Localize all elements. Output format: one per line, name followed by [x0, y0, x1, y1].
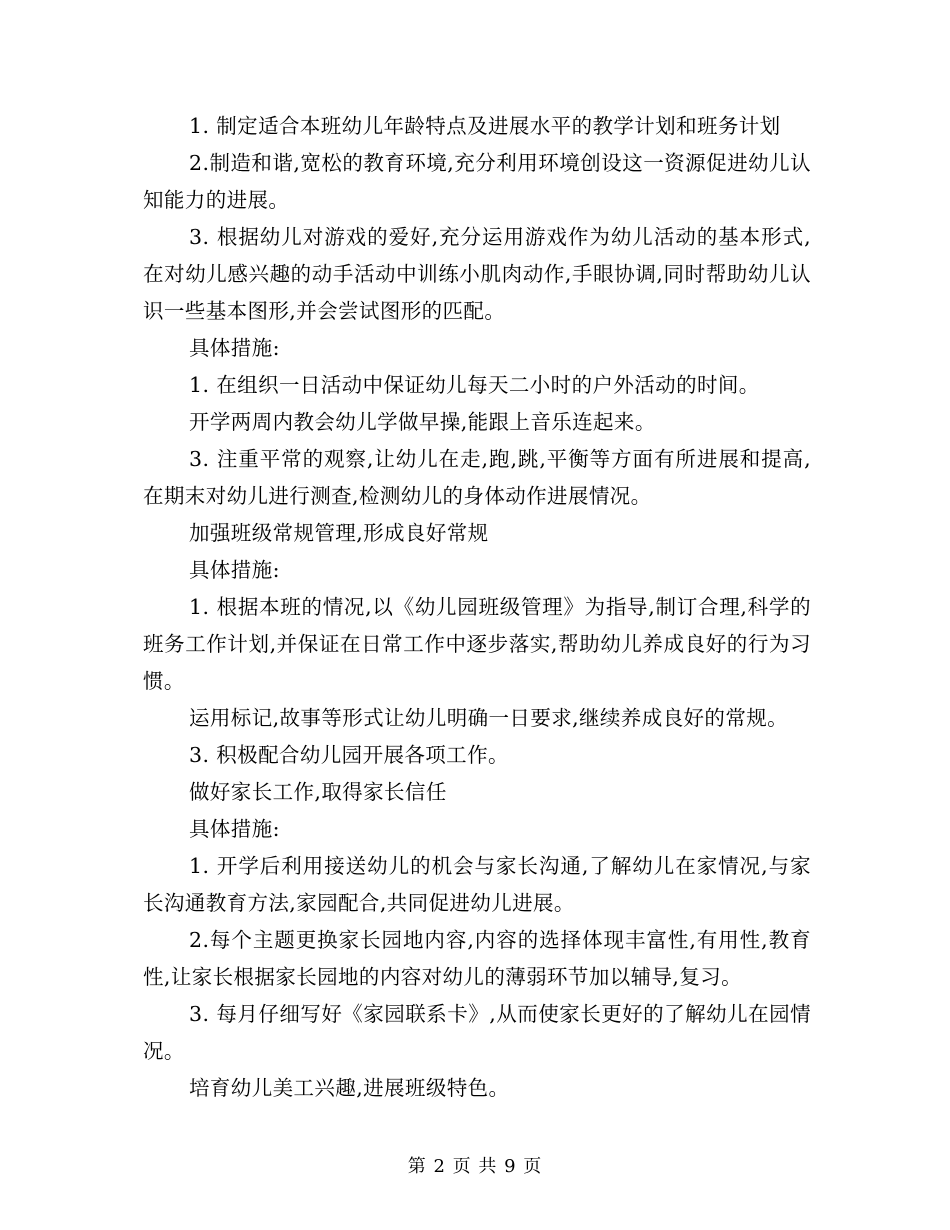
section-heading: 具体措施:	[189, 336, 280, 360]
paragraph: 1. 开学后利用接送幼儿的机会与家长沟通,了解幼儿在家情况,与家长沟通教育方法,家园配合,共同促进幼儿进展。	[143, 854, 811, 915]
section-heading: 具体措施:	[189, 817, 280, 841]
section-heading: 加强班级常规管理,形成良好常规	[189, 521, 489, 545]
section-heading: 做好家长工作,取得家长信任	[189, 780, 447, 804]
paragraph: 3. 注重平常的观察,让幼儿在走,跑,跳,平衡等方面有所进展和提高,在期末对幼儿进行测查,检测幼儿的身体动作进展情况。	[143, 447, 811, 508]
paragraph: 3. 积极配合幼儿园开展各项工作。	[189, 743, 509, 767]
page-number-footer: 第 2 页 共 9 页	[407, 1156, 543, 1177]
paragraph: 3. 每月仔细写好《家园联系卡》,从而使家长更好的了解幼儿在园情况。	[143, 1002, 811, 1063]
section-heading: 培育幼儿美工兴趣,进展班级特色。	[189, 1076, 510, 1100]
document-body	[143, 108, 811, 1107]
paragraph: 2.每个主题更换家长园地内容,内容的选择体现丰富性,有用性,教育性,让家长根据家长园地的内容对幼儿的薄弱环节加以辅导,复习。	[143, 928, 811, 989]
section-heading: 具体措施:	[189, 558, 280, 582]
paragraph: 2.制造和谐,宽松的教育环境,充分利用环境创设这一资源促进幼儿认知能力的进展。	[143, 151, 811, 212]
paragraph: 开学两周内教会幼儿学做早操,能跟上音乐连起来。	[189, 410, 656, 434]
paragraph: 1. 根据本班的情况,以《幼儿园班级管理》为指导,制订合理,科学的班务工作计划,并保证在日常工作中逐步落实,帮助幼儿养成良好的行为习惯。	[143, 595, 811, 693]
paragraph: 3. 根据幼儿对游戏的爱好,充分运用游戏作为幼儿活动的基本形式,在对幼儿感兴趣的动手活动中训练小肌肉动作,手眼协调,同时帮助幼儿认识一些基本图形,并会尝试图形的匹配。	[143, 225, 811, 323]
paragraph: 1. 在组织一日活动中保证幼儿每天二小时的户外活动的时间。	[189, 373, 760, 397]
paragraph: 1. 制定适合本班幼儿年龄特点及进展水平的教学计划和班务计划	[189, 114, 781, 138]
paragraph: 运用标记,故事等形式让幼儿明确一日要求,继续养成良好的常规。	[189, 706, 789, 730]
